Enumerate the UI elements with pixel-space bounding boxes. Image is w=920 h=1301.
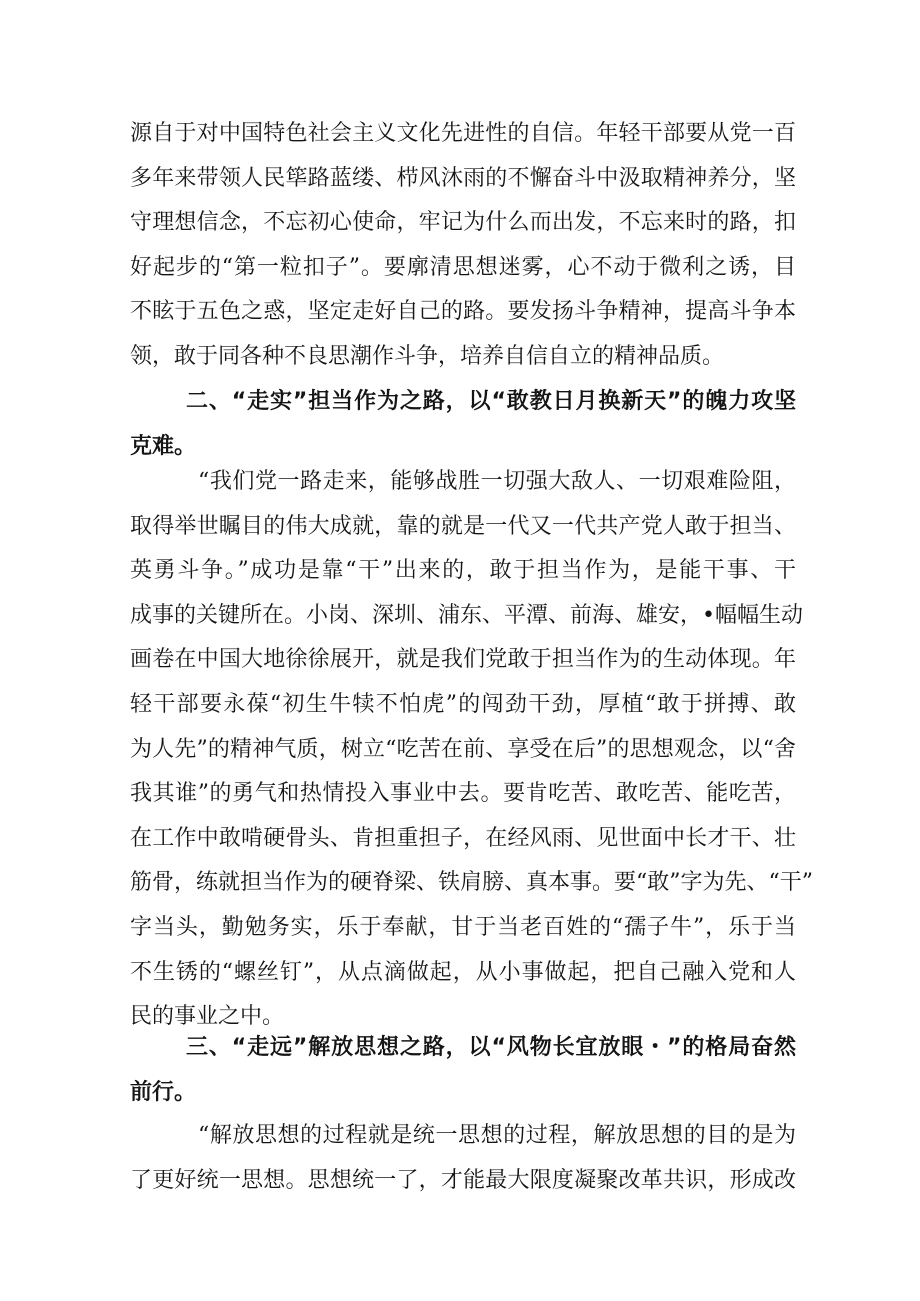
heading-line: 二、“走实”担当作为之路，以“敢教日月换新天”的魄力攻坚 bbox=[186, 389, 796, 414]
paragraph-line: “解放思想的过程就是统一思想的过程，解放思想的目的是为 bbox=[198, 1123, 796, 1148]
paragraph-line: 领，敢于同各种不良思潮作斗争，培养自信自立的精神品质。 bbox=[130, 343, 725, 369]
paragraph-2 bbox=[130, 460, 813, 1040]
paragraph-line: 筋骨，练就担当作为的硬脊梁、铁肩膀、真本事。要“敢”字为先、“干” bbox=[130, 870, 813, 896]
paragraph-line: 不眩于五色之惑，坚定走好自己的路。要发扬斗争精神，提高斗争本 bbox=[130, 299, 796, 325]
paragraph-line: 成事的关键所在。小岗、深圳、浦东、平潭、前海、雄安，•幅幅生动 bbox=[130, 602, 803, 628]
paragraph-line: 我其谁”的勇气和热情投入事业中去。要肯吃苦、敢吃苦、能吃苦， bbox=[130, 781, 796, 807]
paragraph-line: 画卷在中国大地徐徐展开，就是我们党敢于担当作为的生动体现。年 bbox=[130, 647, 796, 673]
paragraph-line: 不生锈的“螺丝钉”，从点滴做起，从小事做起，把自己融入党和人 bbox=[130, 959, 796, 985]
paragraph-line: 字当头，勤勉务实，乐于奉献，甘于当老百姓的“孺子牛”，乐于当 bbox=[130, 914, 796, 940]
paragraph-line: 好起步的“第一粒扣子”。要廓清思想迷雾，心不动于微利之诱，目 bbox=[130, 254, 796, 280]
paragraph-line: 在工作中敢啃硬骨头、肯担重担子，在经风雨、见世面中长才干、壮 bbox=[130, 825, 796, 851]
paragraph-line: 取得举世瞩目的伟大成就，靠的就是一代又一代共产党人敢于担当、 bbox=[130, 513, 796, 539]
heading-line: 前行。 bbox=[130, 1079, 197, 1105]
paragraph-line: “我们党一路走来，能够战胜一切强大敌人、一切艰难险阻， bbox=[198, 469, 796, 494]
heading-line: 克难。 bbox=[130, 433, 197, 459]
section-heading-3 bbox=[130, 1026, 796, 1115]
paragraph-line: 轻干部要永葆“初生牛犊不怕虎”的闯劲干劲，厚植“敢于拼搏、敢 bbox=[130, 691, 796, 717]
paragraph-line: 多年来带领人民筚路蓝缕、栉风沐雨的不懈奋斗中汲取精神养分，坚 bbox=[130, 165, 796, 191]
paragraph-line: 民的事业之中。 bbox=[130, 1004, 285, 1030]
paragraph-1 bbox=[130, 112, 796, 380]
section-heading-2 bbox=[130, 380, 796, 469]
heading-line: 三、“走远”解放思想之路，以“风物长宜放眼・”的格局奋然 bbox=[186, 1035, 796, 1060]
paragraph-line: 守理想信念，不忘初心使命，牢记为什么而出发，不忘来时的路，扣 bbox=[130, 210, 796, 236]
paragraph-line: 了更好统一思想。思想统一了，才能最大限度凝聚改革共识，形成改 bbox=[130, 1167, 796, 1193]
paragraph-line: 源自于对中国特色社会主义文化先进性的自信。年轻干部要从党一百 bbox=[130, 121, 796, 146]
paragraph-line: 英勇斗争。”成功是靠“干”出来的，敢于担当作为，是能干事、干 bbox=[130, 558, 796, 584]
paragraph-line: 为人先”的精神气质，树立“吃苦在前、享受在后”的思想观念，以“舍 bbox=[130, 736, 796, 762]
paragraph-3 bbox=[130, 1114, 796, 1203]
